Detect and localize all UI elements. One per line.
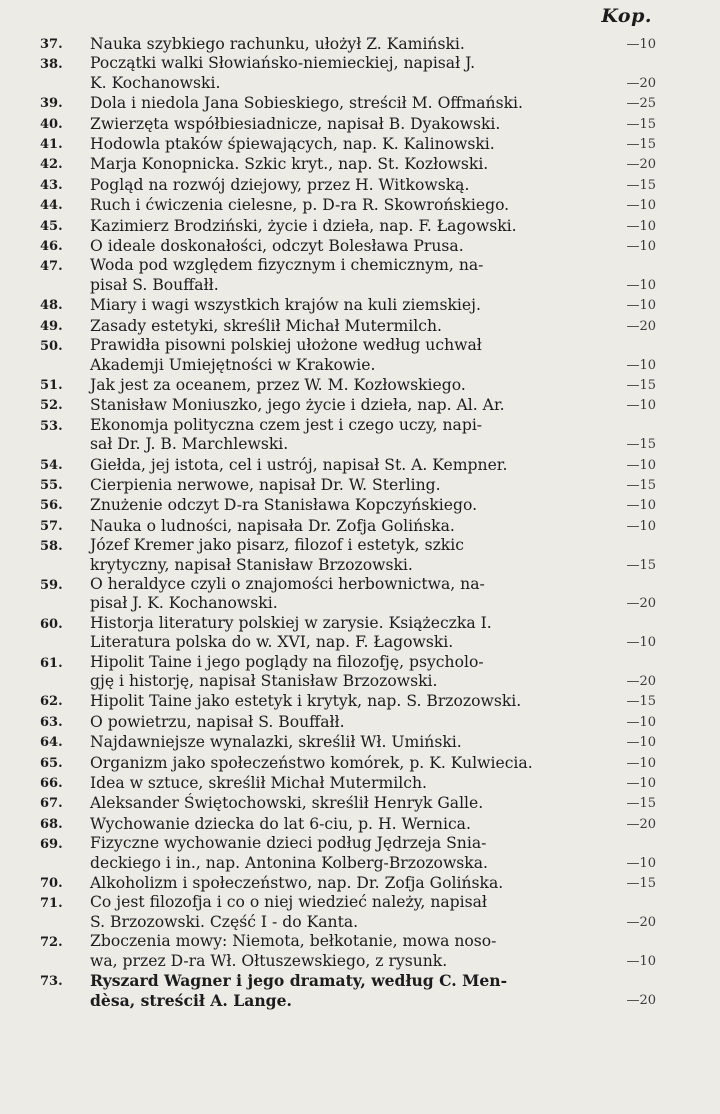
list-item [40, 893, 658, 932]
item-number: 51. [40, 377, 63, 393]
item-price: —15 [626, 876, 656, 892]
item-price: —20 [626, 318, 656, 334]
item-number: 73. [40, 974, 63, 990]
item-price: —10 [626, 953, 656, 969]
item-price: —20 [626, 596, 656, 612]
item-number: 62. [40, 694, 63, 710]
item-title: Najdawniejsze wynalazki, skreślił Wł. Umiński. [90, 733, 462, 752]
list-item [40, 495, 658, 515]
item-title: Woda pod względem fizycznym i chemicznym, na- pisał S. Bouffałł. [90, 256, 484, 294]
list-item [40, 516, 658, 536]
item-price: —10 [626, 457, 656, 473]
item-title: Hipolit Taine jako estetyk i krytyk, nap. S. Brzozowski. [90, 692, 522, 711]
item-price: —10 [626, 298, 656, 314]
item-title: O powietrzu, napisał S. Bouffałł. [90, 712, 345, 731]
item-price: —20 [626, 157, 656, 173]
item-price: —10 [626, 218, 656, 234]
item-number: 40. [40, 116, 63, 132]
list-item [40, 475, 658, 495]
item-number: 39. [40, 96, 63, 112]
item-price: —15 [626, 477, 656, 493]
list-item [40, 216, 658, 236]
item-title: Alkoholizm i społeczeństwo, nap. Dr. Zofja Golińska. [90, 874, 504, 893]
item-number: 47. [40, 259, 63, 275]
item-price: —20 [626, 75, 656, 91]
item-number: 54. [40, 457, 63, 473]
list-item [40, 691, 658, 711]
list-item [40, 773, 658, 793]
item-title: O heraldyce czyli o znajomości herbownictwa, na- pisał J. K. Kochanowski. [90, 574, 485, 613]
list-item [40, 793, 658, 813]
item-title: Aleksander Świętochowski, skreślił Henryk Galle. [90, 794, 484, 813]
book-list [40, 34, 658, 1010]
item-number: 71. [40, 896, 63, 912]
list-item [40, 653, 658, 692]
item-price: —10 [626, 776, 656, 792]
list-item [40, 256, 658, 295]
item-price: —10 [626, 635, 656, 651]
list-item [40, 971, 658, 1010]
list-item [40, 175, 658, 195]
item-number: 49. [40, 318, 63, 334]
item-number: 57. [40, 518, 63, 534]
item-number: 38. [40, 57, 63, 73]
list-item [40, 395, 658, 415]
item-number: 44. [40, 198, 63, 214]
list-item [40, 814, 658, 834]
list-item [40, 732, 658, 752]
list-item [40, 536, 658, 575]
item-price: —10 [626, 277, 656, 293]
item-title: Stanisław Moniuszko, jego życie i dzieła, nap. Al. Ar. [90, 396, 505, 415]
item-title: Nauka szybkiego rachunku, ułożył Z. Kamiński. [90, 35, 465, 53]
item-price: —10 [626, 518, 656, 534]
item-title: Nauka o ludności, napisała Dr. Zofja Golińska. [90, 516, 455, 535]
item-price: —15 [626, 557, 656, 573]
item-number: 48. [40, 298, 63, 314]
item-price: —10 [626, 239, 656, 255]
item-number: 43. [40, 177, 63, 193]
item-number: 55. [40, 477, 63, 493]
item-title: Początki walki Słowiańsko-niemieckiej, napisał J. K. Kochanowski. [90, 54, 476, 92]
item-title: Wychowanie dziecka do lat 6-ciu, p. H. Wernica. [90, 814, 471, 833]
list-item [40, 316, 658, 336]
item-title: Ryszard Wagner i jego dramaty, według C. Men- dèsa, streścił A. Lange. [90, 971, 508, 1010]
item-number: 53. [40, 418, 63, 434]
item-number: 69. [40, 837, 63, 853]
item-price: —10 [626, 735, 656, 751]
item-title: Giełda, jej istota, cel i ustrój, napisał St. A. Kempner. [90, 455, 508, 474]
item-number: 65. [40, 755, 63, 771]
item-number: 58. [40, 539, 63, 555]
item-title: Prawidła pisowni polskiej ułożone według uchwał Akademji Umiejętności w Krakowie. [90, 336, 482, 374]
item-number: 56. [40, 498, 63, 514]
item-price: —10 [626, 198, 656, 214]
item-title: Cierpienia nerwowe, napisał Dr. W. Sterling. [90, 475, 441, 494]
item-title: Hodowla ptaków śpiewających, nap. K. Kalinowski. [90, 135, 495, 154]
list-item [40, 236, 658, 256]
item-number: 45. [40, 218, 63, 234]
list-item [40, 873, 658, 893]
item-title: Józef Kremer jako pisarz, filozof i estetyk, szkic krytyczny, napisał Stanisław Brzozowski. [90, 536, 464, 574]
currency-header: Kop. [601, 5, 652, 27]
item-title: Co jest filozofja i co o niej wiedzieć należy, napisał S. Brzozowski. Część I - do Kanta. [90, 893, 487, 931]
item-price: —10 [626, 855, 656, 871]
list-item [40, 34, 658, 54]
item-number: 37. [40, 37, 63, 52]
list-item [40, 416, 658, 455]
item-title: Organizm jako społeczeństwo komórek, p. K. Kulwiecia. [90, 753, 533, 772]
list-item [40, 712, 658, 732]
item-price: —15 [626, 437, 656, 453]
item-price: —15 [626, 377, 656, 393]
item-title: Historja literatury polskiej w zarysie. Książeczka I. Literatura polska do w. XVI, nap. F. Łagowski. [90, 613, 492, 652]
list-item [40, 114, 658, 134]
list-item [40, 455, 658, 475]
item-title: Fizyczne wychowanie dzieci podług Jędrzeja Snia- deckiego i in., nap. Antonina Kolberg-Brzozowska. [90, 834, 488, 872]
item-number: 70. [40, 876, 63, 892]
item-price: —25 [626, 96, 656, 112]
item-title: Dola i niedola Jana Sobieskiego, streścił M. Offmański. [90, 94, 523, 113]
item-title: Marja Konopnicka. Szkic kryt., nap. St. Kozłowski. [90, 155, 489, 174]
item-title: Zboczenia mowy: Niemota, bełkotanie, mowa noso- wa, przez D-ra Wł. Ołtuszewskiego, z rysunk. [90, 932, 497, 970]
item-number: 67. [40, 796, 63, 812]
item-number: 66. [40, 776, 63, 792]
list-item [40, 614, 658, 653]
item-number: 42. [40, 157, 63, 173]
list-item [40, 195, 658, 215]
item-title: O ideale doskonałości, odczyt Bolesława Prusa. [90, 237, 464, 256]
item-price: —10 [626, 714, 656, 730]
item-title: Zasady estetyki, skreślił Michał Mutermilch. [90, 316, 442, 335]
list-item [40, 134, 658, 154]
item-title: Ekonomja polityczna czem jest i czego uczy, napi- sał Dr. J. B. Marchlewski. [90, 415, 483, 454]
list-item [40, 375, 658, 395]
list-item [40, 154, 658, 174]
item-number: 72. [40, 935, 63, 951]
list-item [40, 93, 658, 113]
item-price: —20 [626, 816, 656, 832]
item-title: Hipolit Taine i jego poglądy na filozofję, psycholo- gję i historję, napisał Stanisław Brzozowski. [90, 652, 484, 690]
list-item [40, 54, 658, 93]
item-price: —10 [626, 357, 656, 373]
list-item [40, 575, 658, 614]
item-price: —10 [626, 755, 656, 771]
item-number: 60. [40, 616, 63, 632]
list-item [40, 295, 658, 315]
item-title: Kazimierz Brodziński, życie i dzieła, nap. F. Łagowski. [90, 216, 517, 235]
list-item [40, 753, 658, 773]
item-price: —15 [626, 796, 656, 812]
list-item [40, 834, 658, 873]
item-price: —15 [626, 694, 656, 710]
item-number: 52. [40, 398, 63, 414]
item-price: —10 [626, 498, 656, 514]
item-title: Ruch i ćwiczenia cielesne, p. D-ra R. Skowrońskiego. [90, 196, 510, 215]
item-title: Jak jest za oceanem, przez W. M. Kozłowskiego. [90, 375, 466, 394]
item-number: 68. [40, 816, 63, 832]
item-title: Idea w sztuce, skreślił Michał Mutermilch. [90, 774, 427, 793]
list-item [40, 932, 658, 971]
item-number: 50. [40, 339, 63, 355]
item-price: —15 [626, 177, 656, 193]
item-price: —15 [626, 116, 656, 132]
item-number: 41. [40, 137, 63, 153]
item-price: —20 [626, 674, 656, 689]
item-title: Pogląd na rozwój dziejowy, przez H. Witkowską. [90, 175, 470, 194]
item-price: —10 [626, 37, 656, 52]
item-title: Miary i wagi wszystkich krajów na kuli ziemskiej. [90, 296, 481, 315]
item-price: —20 [626, 992, 656, 1008]
item-number: 64. [40, 735, 63, 751]
item-price: —20 [626, 914, 656, 930]
list-item [40, 336, 658, 375]
item-title: Zwierzęta współbiesiadnicze, napisał B. Dyakowski. [90, 114, 501, 133]
item-price: —10 [626, 398, 656, 414]
item-title: Znużenie odczyt D-ra Stanisława Kopczyńskiego. [90, 496, 478, 515]
item-number: 59. [40, 577, 63, 593]
item-number: 46. [40, 239, 63, 255]
item-price: —15 [626, 137, 656, 153]
item-number: 63. [40, 714, 63, 730]
item-number: 61. [40, 655, 63, 671]
